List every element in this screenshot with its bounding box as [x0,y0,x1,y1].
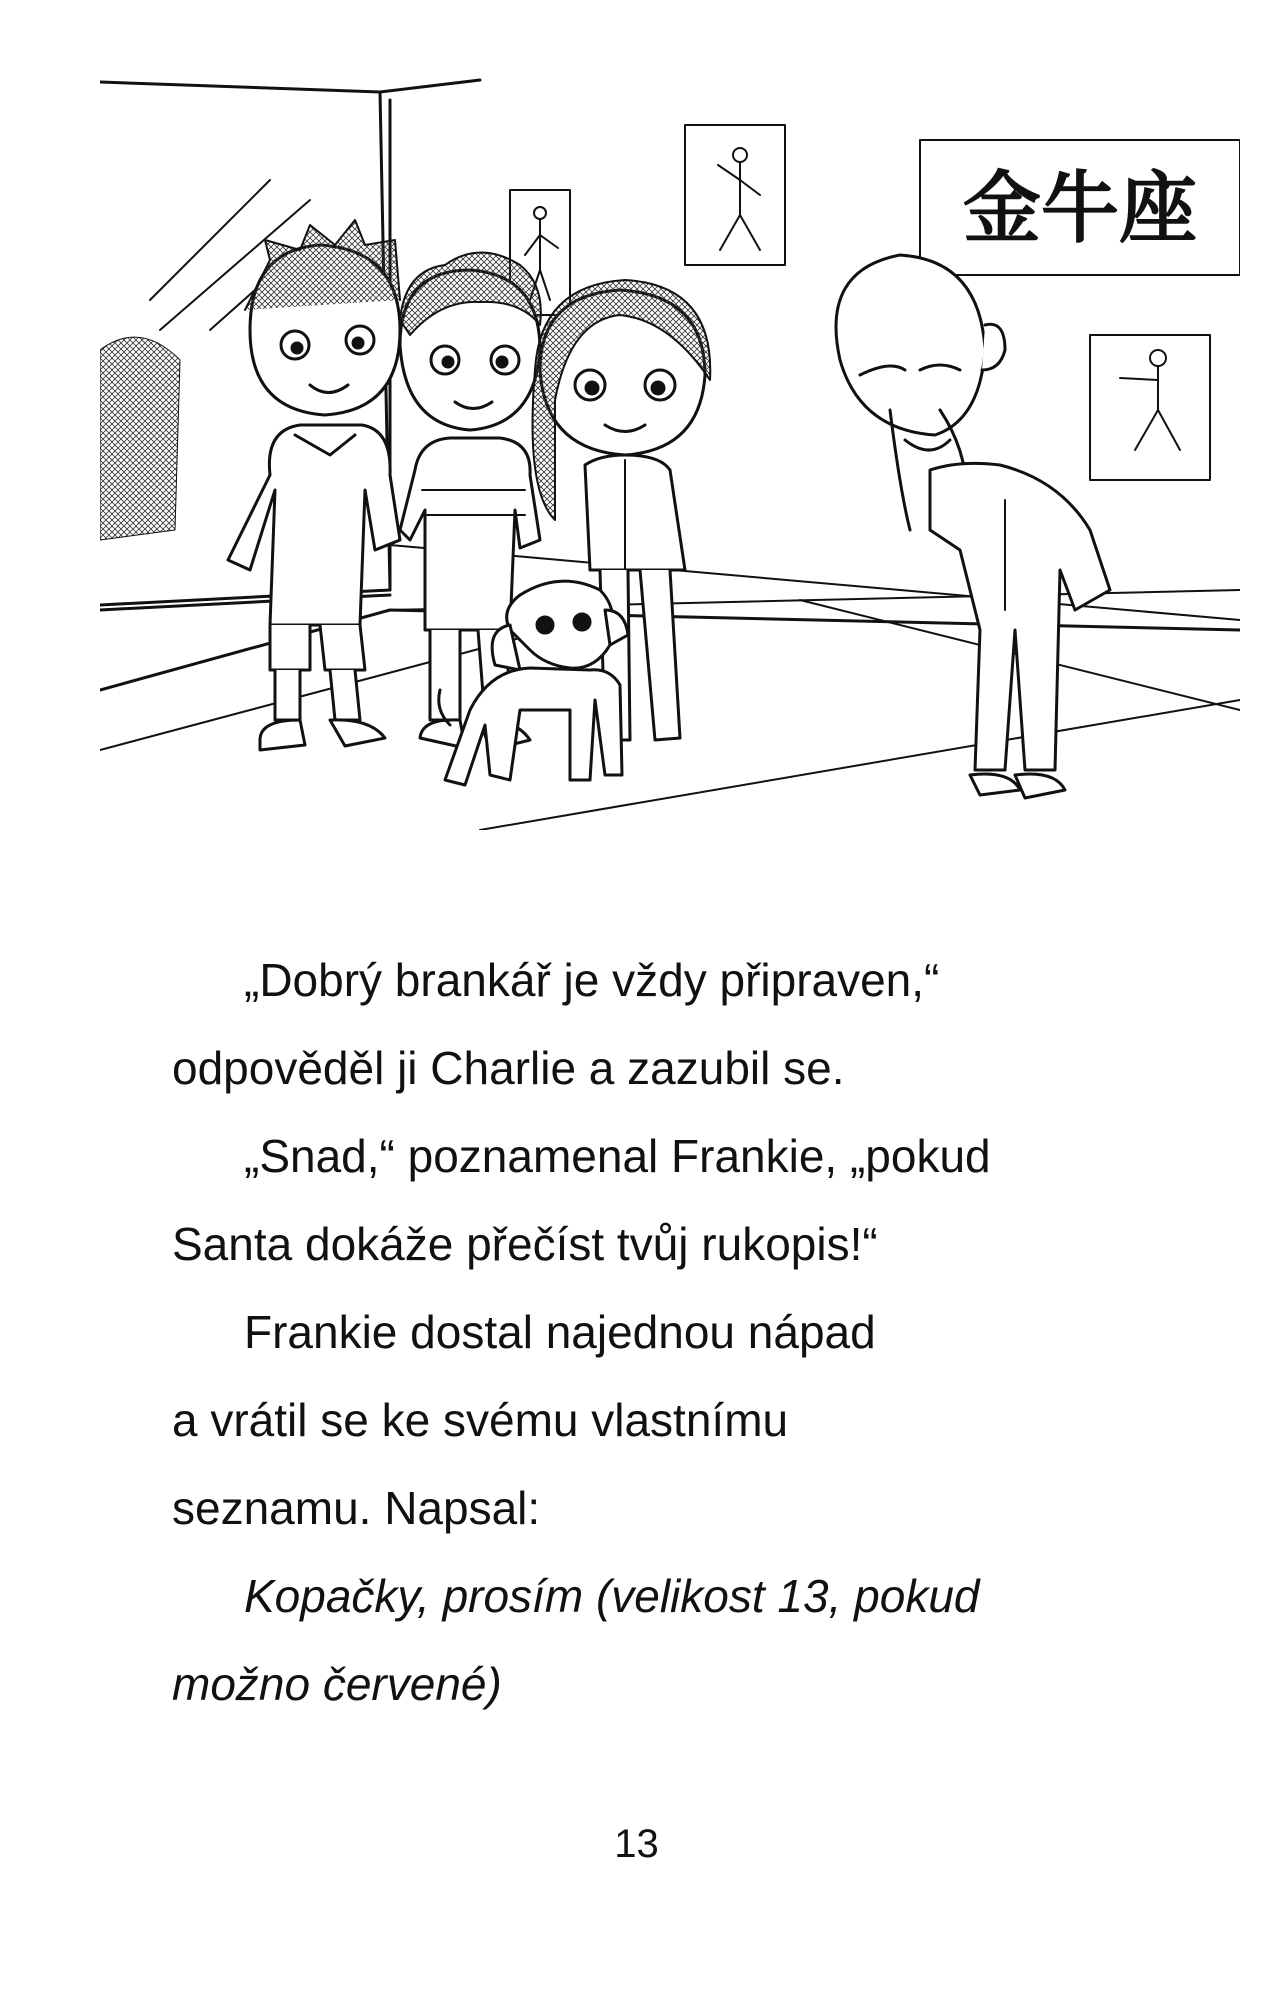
text-line-italic: Kopačky, prosím (velikost 13, pokud [244,1570,980,1622]
text-line: Santa dokáže přečíst tvůj rukopis!“ [172,1218,878,1270]
text-line-italic: možno červené) [172,1658,502,1710]
text-line: Frankie dostal najednou nápad [244,1306,876,1358]
line-art-drawing [100,70,1240,830]
text-line: odpověděl ji Charlie a zazubil se. [172,1042,845,1094]
illustration-kids-in-dojo [100,70,1240,830]
text-line: seznamu. Napsal: [172,1482,541,1534]
story-text [172,936,1132,1728]
sign-characters: 金牛座 [962,164,1198,254]
page-number: 13 [614,1822,659,1866]
text-line: „Dobrý brankář je vždy připraven,“ [244,954,940,1006]
text-line: „Snad,“ poznamenal Frankie, „pokud [244,1130,991,1182]
text-line: a vrátil se ke svému vlastnímu [172,1394,789,1446]
